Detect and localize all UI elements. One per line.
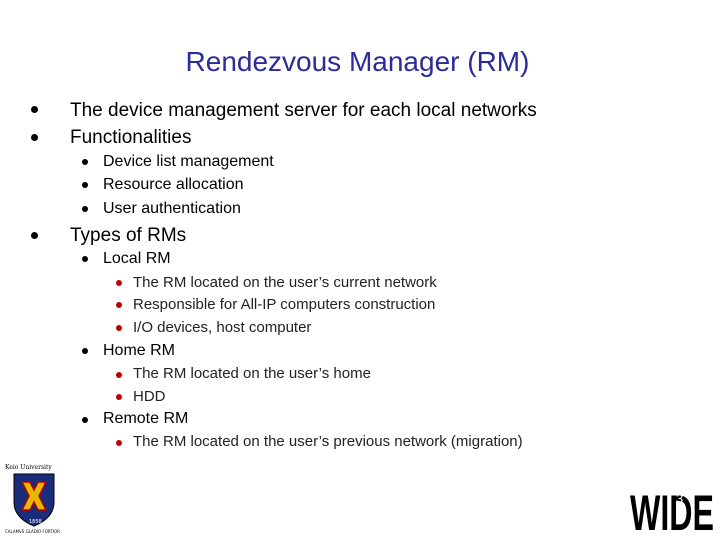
bullet-text: Functionalities <box>70 127 192 148</box>
page-number: 3 <box>676 491 684 506</box>
bullet-text: Types of RMs <box>70 225 187 246</box>
sub-bullet-dot <box>82 417 88 423</box>
detail-text: The RM located on the user’s current network <box>133 274 437 291</box>
detail-bullet-dot <box>116 372 122 378</box>
sub-bullet-dot <box>82 182 88 188</box>
sub-bullet-text: Resource allocation <box>103 176 244 193</box>
bullet-text: The device management server for each local networks <box>70 100 537 121</box>
sub-bullet-text: Remote RM <box>103 410 189 427</box>
detail-bullet-dot <box>116 302 122 308</box>
detail-text: HDD <box>133 388 166 405</box>
sub-bullet-text: Local RM <box>103 250 171 267</box>
wide-logo-text: WIDE <box>630 485 714 534</box>
sub-bullet-dot <box>82 348 88 354</box>
detail-text: Responsible for All-IP computers construction <box>133 296 436 313</box>
bullet-dot <box>31 232 38 239</box>
detail-bullet-dot <box>116 394 122 400</box>
sub-bullet-dot <box>82 256 88 262</box>
detail-bullet-dot <box>116 440 122 446</box>
sub-bullet-dot <box>82 159 88 165</box>
keio-motto: CALAMVS GLADIO FORTIOR <box>5 529 60 534</box>
detail-bullet-dot <box>116 280 122 286</box>
bullet-dot <box>31 106 38 113</box>
keio-year: 1858 <box>29 519 42 525</box>
wide-logo <box>628 484 716 534</box>
detail-text: I/O devices, host computer <box>133 319 312 336</box>
sub-bullet-text: Home RM <box>103 342 176 359</box>
detail-text: The RM located on the user’s home <box>133 365 371 382</box>
sub-bullet-text: Device list management <box>103 153 274 170</box>
keio-university-logo <box>2 460 68 538</box>
detail-text: The RM located on the user’s previous network (migration) <box>133 433 523 450</box>
bullet-dot <box>31 134 38 141</box>
sub-bullet-text: User authentication <box>103 200 241 217</box>
keio-logo-text: Keio University <box>5 464 52 471</box>
slide-title: Rendezvous Manager (RM) <box>185 46 530 77</box>
sub-bullet-dot <box>82 206 88 212</box>
detail-bullet-dot <box>116 325 122 331</box>
